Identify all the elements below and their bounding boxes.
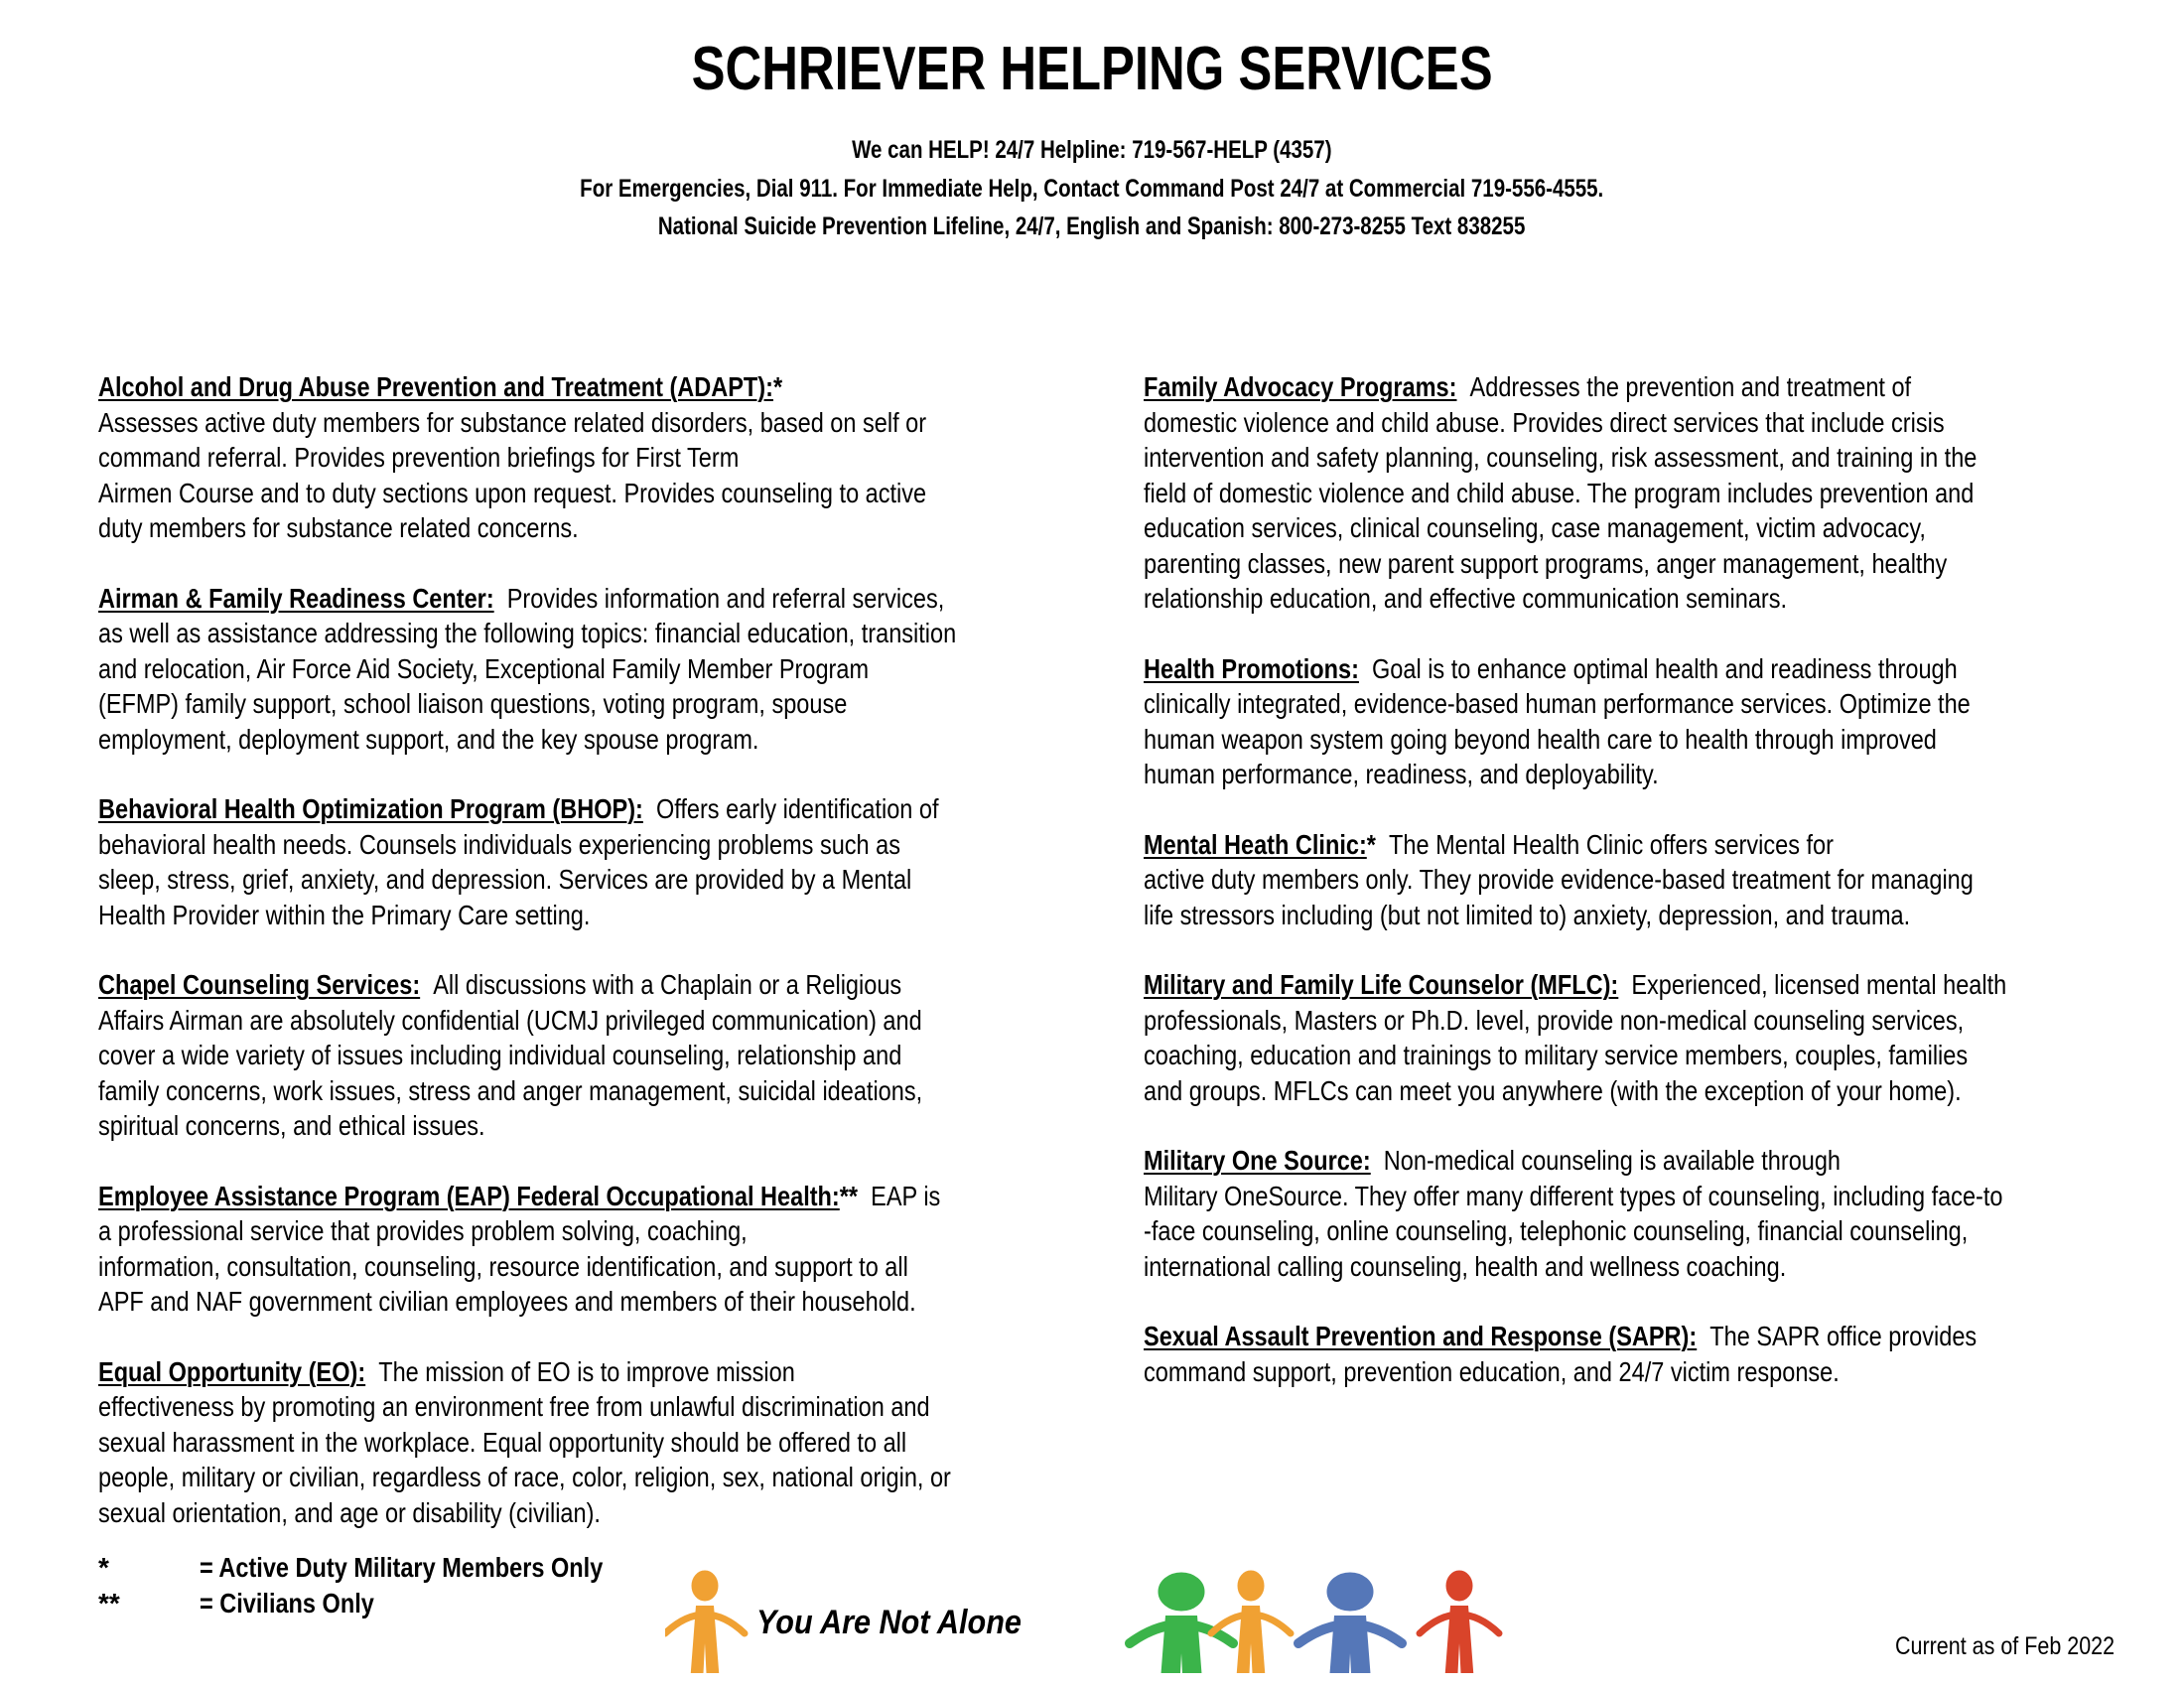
service-first-line	[1144, 369, 1978, 405]
service-description: EAP is	[871, 1180, 941, 1211]
service-marker: **	[839, 1180, 859, 1211]
service-description: All discussions with a Chaplain or a Religious	[433, 969, 902, 1000]
service-description-line: international calling counseling, health and wellness coaching.	[1144, 1250, 1787, 1282]
service-first-line	[98, 791, 939, 827]
service-description-line: field of domestic violence and child abuse. The program includes prevention and	[1144, 477, 1975, 508]
service-section	[98, 791, 1091, 932]
service-first-line	[1144, 827, 1978, 863]
service-description-line: Affairs Airman are absolutely confidential (UCMJ privileged communication) and	[98, 1004, 922, 1036]
service-description-line: employment, deployment support, and the key spouse program.	[98, 723, 759, 755]
service-section	[98, 369, 1091, 546]
person-figure-icon	[1130, 1573, 1233, 1673]
service-description-line: intervention and safety planning, counseling, risk assessment, and training in the	[1144, 442, 1978, 473]
lifeline-line: National Suicide Prevention Lifeline, 24/7, English and Spanish: 800-273-8255 Text 838255	[658, 212, 1526, 240]
service-description: Offers early identification of	[655, 793, 939, 824]
service-heading: Chapel Counseling Services:	[98, 969, 421, 1000]
service-heading: Sexual Assault Prevention and Response (SAPR):	[1144, 1321, 1698, 1351]
service-description-line: information, consultation, counseling, resource identification, and support to all	[98, 1250, 908, 1282]
service-marker: *	[1366, 828, 1376, 860]
you-are-not-alone-logo	[665, 1564, 1509, 1673]
service-description-line: a professional service that provides problem solving, coaching,	[98, 1215, 748, 1246]
person-figure-icon	[1298, 1573, 1402, 1673]
service-description-line: APF and NAF government civilian employees and members of their household.	[98, 1286, 916, 1317]
service-heading: Military One Source:	[1144, 1145, 1371, 1176]
service-description-line: -face counseling, online counseling, telephonic counseling, financial counseling,	[1144, 1215, 1969, 1246]
service-section	[1144, 1319, 2136, 1389]
service-description-line: and relocation, Air Force Aid Society, Exceptional Family Member Program	[98, 652, 870, 684]
service-description-line: Airmen Course and to duty sections upon request. Provides counseling to active	[98, 477, 927, 508]
service-first-line	[1144, 1319, 1978, 1354]
legend-symbol: **	[98, 1587, 120, 1618]
service-description-line: Health Provider within the Primary Care setting.	[98, 899, 591, 930]
service-description-line: human weapon system going beyond health care to health through improved	[1144, 723, 1937, 755]
service-description-line: family concerns, work issues, stress and anger management, suicidal ideations,	[98, 1074, 923, 1106]
service-first-line	[98, 1179, 941, 1214]
service-section	[98, 967, 1091, 1144]
service-description-line: relationship education, and effective communication seminars.	[1144, 583, 1788, 614]
service-description-line: duty members for substance related concerns.	[98, 512, 579, 543]
service-description-line: effectiveness by promoting an environment free from unlawful discrimination and	[98, 1391, 930, 1422]
left-column	[98, 369, 1091, 1565]
service-section	[1144, 967, 2136, 1108]
service-heading: Equal Opportunity (EO):	[98, 1355, 366, 1387]
page-title: SCHRIEVER HELPING SERVICES	[691, 35, 1493, 103]
service-description-line: parenting classes, new parent support programs, anger management, healthy	[1144, 547, 1948, 579]
helpline-line: We can HELP! 24/7 Helpline: 719-567-HELP (4357)	[852, 136, 1332, 164]
right-column	[1144, 369, 2136, 1424]
service-description-line: sleep, stress, grief, anxiety, and depression. Services are provided by a Mental	[98, 864, 912, 895]
service-description: Goal is to enhance optimal health and readiness through	[1371, 652, 1958, 684]
service-description-line: (EFMP) family support, school liaison questions, voting program, spouse	[98, 688, 848, 719]
service-section	[98, 1354, 1091, 1531]
service-description-line: sexual harassment in the workplace. Equal opportunity should be offered to all	[98, 1426, 907, 1458]
service-first-line	[98, 581, 945, 617]
service-heading: Employee Assistance Program (EAP) Federal Occupational Health:	[98, 1180, 840, 1211]
service-heading: Alcohol and Drug Abuse Prevention and Treatment (ADAPT):	[98, 371, 773, 402]
legend-row	[98, 1550, 680, 1586]
service-description-line: spiritual concerns, and ethical issues.	[98, 1110, 485, 1141]
service-description-line: as well as assistance addressing the following topics: financial education, transition	[98, 618, 957, 648]
service-first-line	[1144, 1143, 1978, 1179]
legend	[98, 1550, 680, 1620]
service-description-line: professionals, Masters or Ph.D. level, provide non-medical counseling services,	[1144, 1004, 1965, 1036]
service-description-line: behavioral health needs. Counsels individuals experiencing problems such as	[98, 828, 901, 860]
service-marker: *	[772, 371, 783, 402]
service-description-line: Assesses active duty members for substance related disorders, based on self or	[98, 406, 927, 438]
service-description-line: and groups. MFLCs can meet you anywhere (with the exception of your home).	[1144, 1074, 1962, 1106]
service-heading: Family Advocacy Programs:	[1144, 371, 1457, 402]
service-description-line: active duty members only. They provide evidence-based treatment for managing	[1144, 864, 1974, 895]
service-description: The SAPR office provides	[1709, 1321, 1978, 1351]
person-figure-icon	[665, 1571, 745, 1673]
logo-text: You Are Not Alone	[756, 1604, 1022, 1641]
service-description: Provides information and referral services,	[506, 582, 945, 614]
service-heading: Health Promotions:	[1144, 652, 1359, 684]
service-first-line	[1144, 967, 2007, 1003]
service-first-line	[98, 967, 932, 1003]
service-first-line	[98, 369, 932, 405]
service-description: Addresses the prevention and treatment of	[1469, 371, 1912, 402]
emergency-line: For Emergencies, Dial 911. For Immediate Help, Contact Command Post 24/7 at Commercial 719-556-4555.	[580, 175, 1604, 203]
person-figure-icon	[1211, 1571, 1291, 1673]
legend-row	[98, 1586, 680, 1621]
service-description-line: Military OneSource. They offer many different types of counseling, including face-to	[1144, 1180, 2003, 1211]
service-section	[1144, 651, 2136, 792]
service-first-line	[1144, 651, 1978, 687]
service-description-line: cover a wide variety of issues including individual counseling, relationship and	[98, 1040, 902, 1070]
service-description-line: command referral. Provides prevention briefings for First Term	[98, 442, 740, 473]
service-heading: Mental Heath Clinic:	[1144, 828, 1367, 860]
service-description-line: coaching, education and trainings to military service members, couples, families	[1144, 1040, 1969, 1070]
service-description: Non-medical counseling is available through	[1383, 1145, 1842, 1176]
legend-symbol: *	[98, 1552, 109, 1583]
service-description-line: education services, clinical counseling, case management, victim advocacy,	[1144, 512, 1926, 543]
service-section	[98, 581, 1091, 758]
service-section	[1144, 827, 2136, 933]
service-heading: Behavioral Health Optimization Program (BHOP):	[98, 793, 643, 824]
service-description-line: life stressors including (but not limited to) anxiety, depression, and trauma.	[1144, 899, 1911, 930]
legend-meaning: = Active Duty Military Members Only	[200, 1552, 604, 1583]
service-section	[98, 1179, 1091, 1320]
service-description: The mission of EO is to improve mission	[378, 1355, 795, 1387]
service-description-line: human performance, readiness, and deployability.	[1144, 759, 1659, 789]
service-description-line: command support, prevention education, and 24/7 victim response.	[1144, 1355, 1840, 1387]
service-section	[1144, 1143, 2136, 1284]
service-description-line: domestic violence and child abuse. Provides direct services that include crisis	[1144, 406, 1945, 438]
service-heading: Military and Family Life Counselor (MFLC):	[1144, 969, 1619, 1000]
service-heading: Airman & Family Readiness Center:	[98, 582, 494, 614]
current-as-of: Current as of Feb 2022	[1894, 1632, 2115, 1660]
service-description: The Mental Health Clinic offers services for	[1389, 828, 1834, 860]
legend-meaning: = Civilians Only	[200, 1587, 374, 1618]
service-description-line: people, military or civilian, regardless of race, color, religion, sex, national origin, or	[98, 1462, 951, 1492]
service-description-line: sexual orientation, and age or disability (civilian).	[98, 1496, 601, 1528]
service-section	[1144, 369, 2136, 617]
service-first-line	[98, 1354, 932, 1390]
person-figure-icon	[1420, 1571, 1499, 1673]
service-description-line: clinically integrated, evidence-based human performance services. Optimize the	[1144, 688, 1971, 719]
service-description: Experienced, licensed mental health	[1631, 969, 2007, 1000]
